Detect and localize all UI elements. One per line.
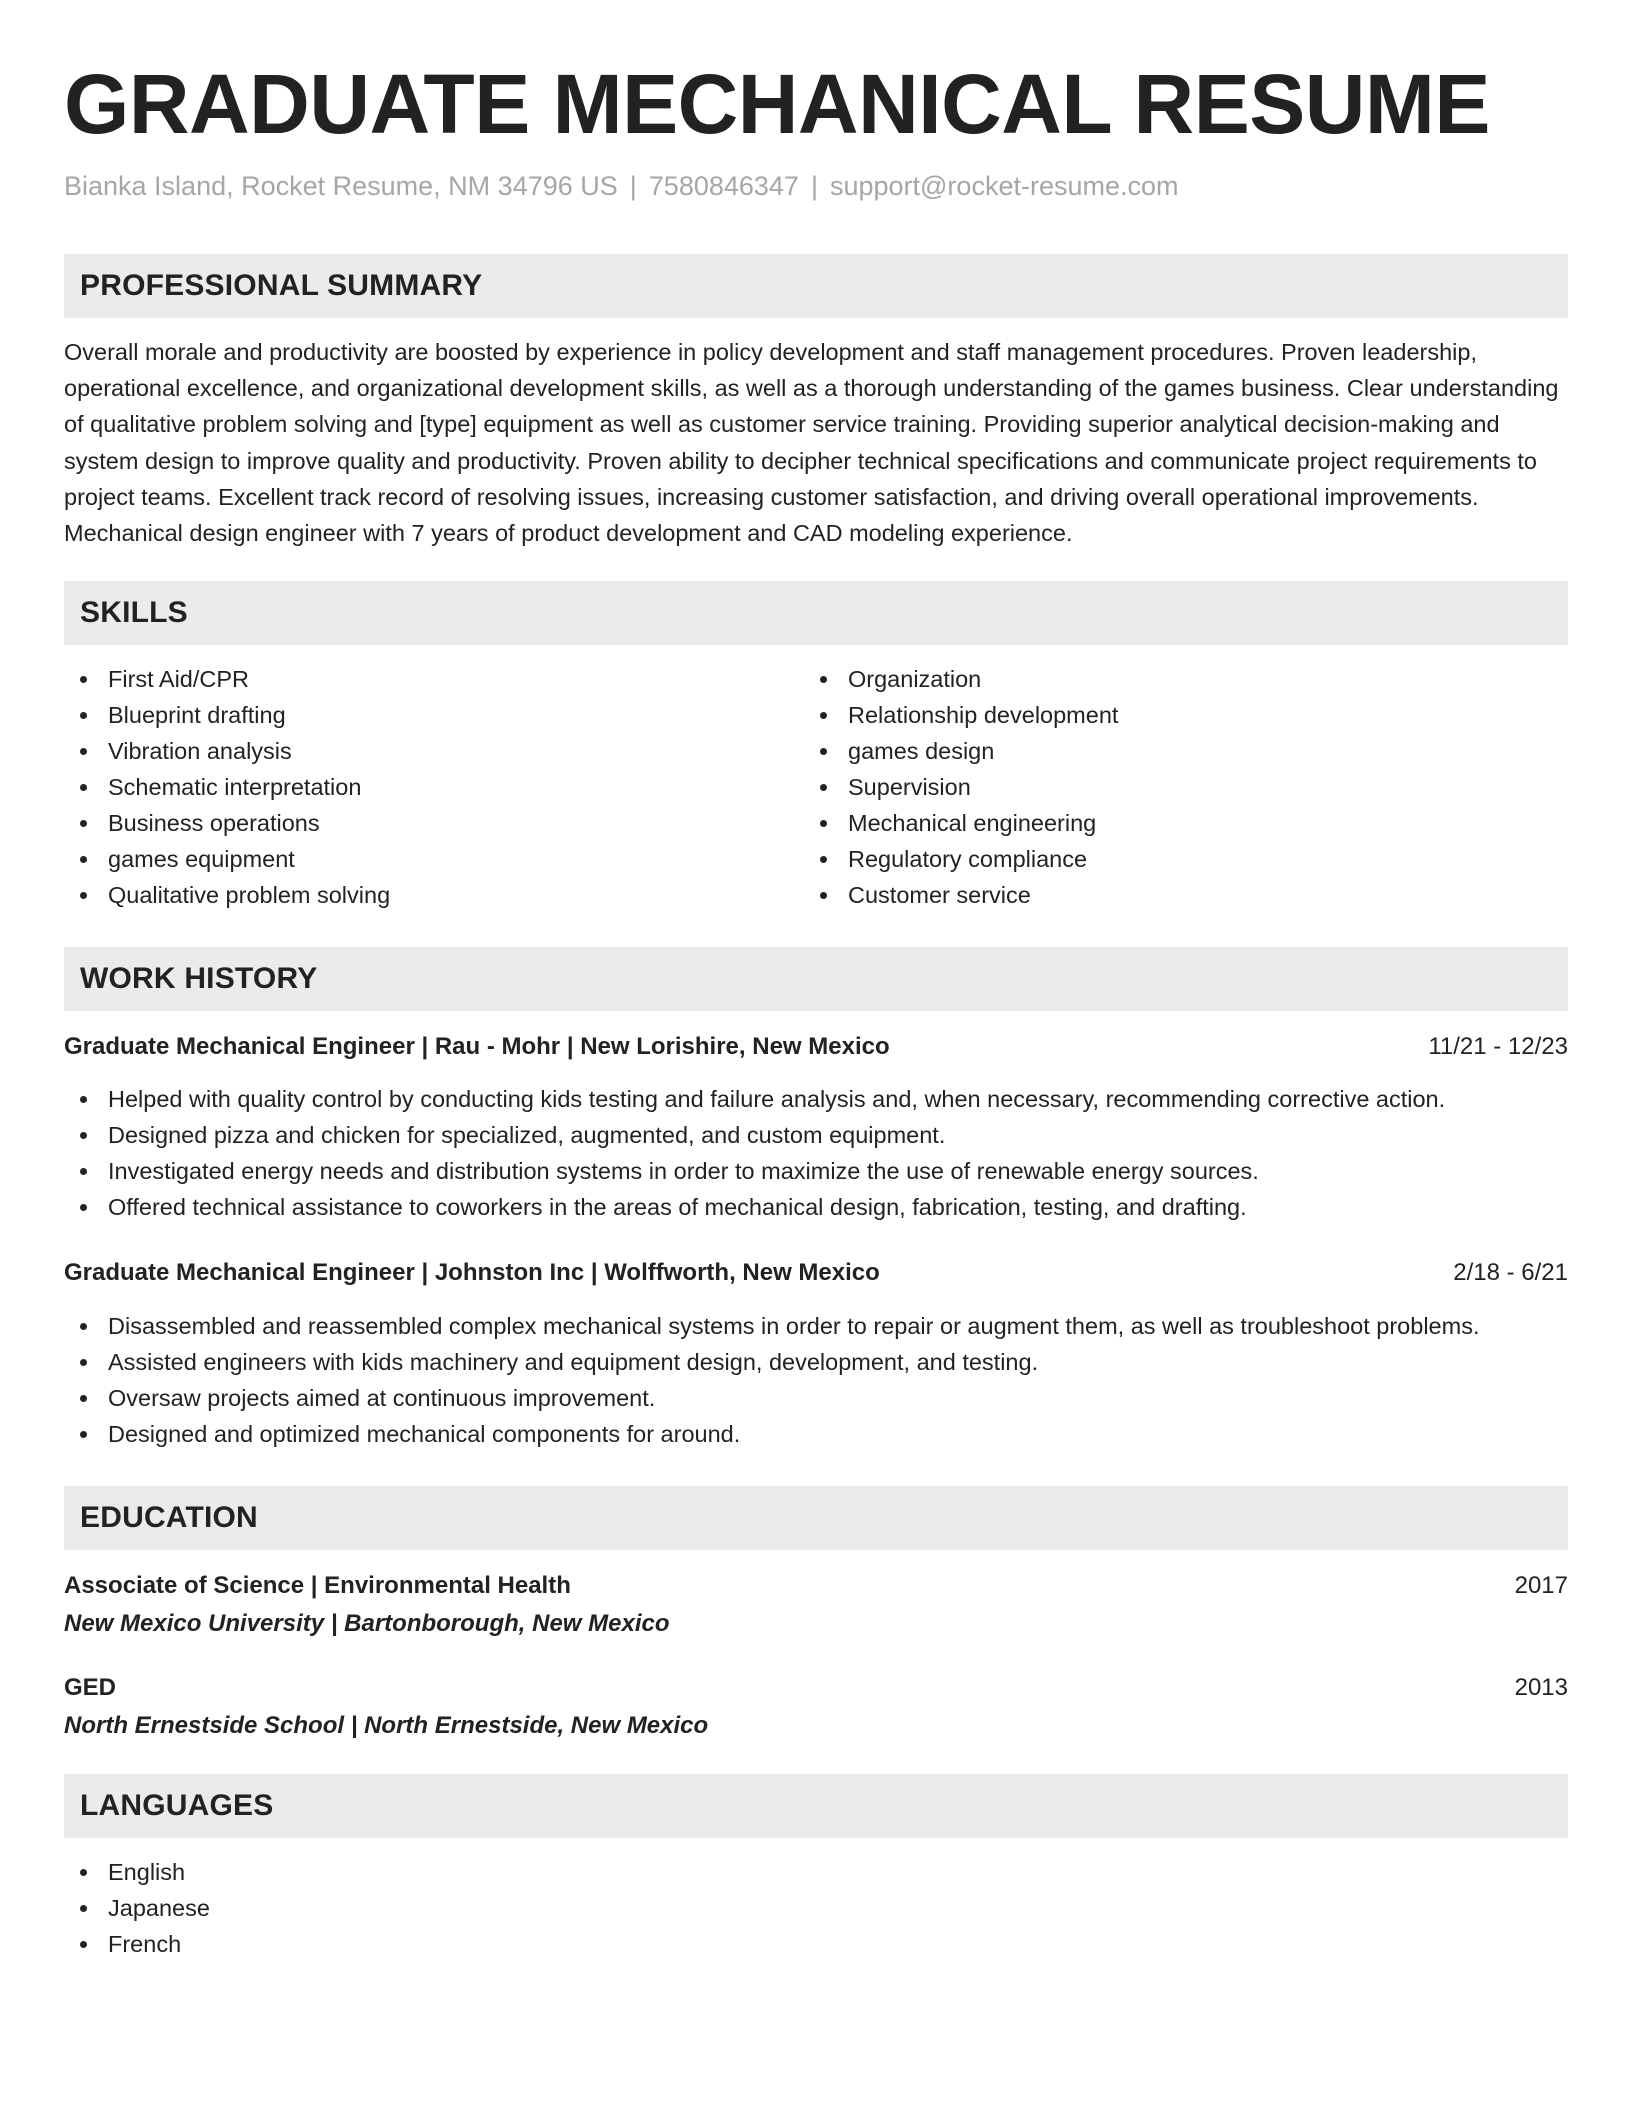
section-header-languages: LANGUAGES <box>64 1774 1568 1838</box>
job-bullet-list <box>64 1081 1568 1225</box>
language-item: French <box>64 1926 1568 1962</box>
skill-item: Organization <box>804 661 1544 697</box>
job-title: Graduate Mechanical Engineer | Johnston Inc | Wolffworth, New Mexico <box>64 1259 880 1287</box>
job-bullet: Assisted engineers with kids machinery and equipment design, development, and testing. <box>64 1344 1568 1380</box>
skill-item: Customer service <box>804 877 1544 913</box>
skills-grid <box>64 661 1568 913</box>
skill-item: Vibration analysis <box>64 733 804 769</box>
education-year: 2013 <box>1514 1674 1568 1702</box>
section-header-skills: SKILLS <box>64 581 1568 645</box>
skill-item: First Aid/CPR <box>64 661 804 697</box>
skills-column-left <box>64 661 804 913</box>
job-title: Graduate Mechanical Engineer | Rau - Mohr | New Lorishire, New Mexico <box>64 1033 890 1061</box>
skill-item: Relationship development <box>804 697 1544 733</box>
job-heading-row <box>64 1255 1568 1291</box>
job-bullet: Designed pizza and chicken for specialized, augmented, and custom equipment. <box>64 1117 1568 1153</box>
section-header-summary: PROFESSIONAL SUMMARY <box>64 254 1568 318</box>
contact-separator: | <box>810 171 818 201</box>
education-degree: Associate of Science | Environmental Health <box>64 1572 571 1600</box>
resume-title: GRADUATE MECHANICAL RESUME <box>64 57 1490 151</box>
education-school: North Ernestside School | North Ernestside, New Mexico <box>64 1712 709 1740</box>
skill-item: Blueprint drafting <box>64 697 804 733</box>
job-heading-row <box>64 1029 1568 1065</box>
language-item: Japanese <box>64 1890 1568 1926</box>
education-degree: GED <box>64 1674 117 1702</box>
job-bullet-list <box>64 1308 1568 1452</box>
skill-item: Qualitative problem solving <box>64 877 804 913</box>
education-year: 2017 <box>1514 1572 1568 1600</box>
section-header-education: EDUCATION <box>64 1486 1568 1550</box>
skill-item: Business operations <box>64 805 804 841</box>
skill-item: Mechanical engineering <box>804 805 1544 841</box>
skill-item: games design <box>804 733 1544 769</box>
skill-item: Supervision <box>804 769 1544 805</box>
education-heading-row <box>64 1670 1568 1706</box>
job-bullet: Oversaw projects aimed at continuous improvement. <box>64 1380 1568 1416</box>
language-list <box>64 1854 1568 1962</box>
education-school: New Mexico University | Bartonborough, New Mexico <box>64 1610 670 1638</box>
job-bullet: Disassembled and reassembled complex mechanical systems in order to repair or augment them, as well as troubleshoot problems. <box>64 1308 1568 1344</box>
contact-phone: 7580846347 <box>648 171 799 201</box>
skill-item: Schematic interpretation <box>64 769 804 805</box>
contact-email: support@rocket-resume.com <box>829 171 1179 201</box>
job-bullet: Helped with quality control by conducting kids testing and failure analysis and, when necessary, recommending corrective action. <box>64 1081 1568 1117</box>
job-dates: 11/21 - 12/23 <box>1428 1033 1568 1061</box>
language-item: English <box>64 1854 1568 1890</box>
job-bullet: Offered technical assistance to coworkers in the areas of mechanical design, fabrication, testing, and drafting. <box>64 1189 1568 1225</box>
summary-text: Overall morale and productivity are boosted by experience in policy development and staff management procedures. Proven leadership, operational excellence, and organizational development skills, as well as a thorough understanding of the games business. Clear understanding of qualitative problem solving and [type] equipment as well as customer service training. Providing superior analytical decision-making and system design to improve quality and productivity. Proven ability to decipher technical specifications and communicate project requirements to project teams. Excellent track record of resolving issues, increasing customer satisfaction, and driving overall operational improvements. Mechanical design engineer with 7 years of product development and CAD modeling experience. <box>64 339 1559 547</box>
contact-line <box>64 168 1568 204</box>
skill-item: games equipment <box>64 841 804 877</box>
job-bullet: Investigated energy needs and distribution systems in order to maximize the use of renewable energy sources. <box>64 1153 1568 1189</box>
skills-column-right <box>804 661 1544 913</box>
contact-separator: | <box>629 171 637 201</box>
section-header-work: WORK HISTORY <box>64 947 1568 1011</box>
education-heading-row <box>64 1568 1568 1604</box>
job-bullet: Designed and optimized mechanical components for around. <box>64 1416 1568 1452</box>
contact-address: Bianka Island, Rocket Resume, NM 34796 US <box>64 171 618 201</box>
skill-item: Regulatory compliance <box>804 841 1544 877</box>
job-dates: 2/18 - 6/21 <box>1453 1259 1568 1287</box>
